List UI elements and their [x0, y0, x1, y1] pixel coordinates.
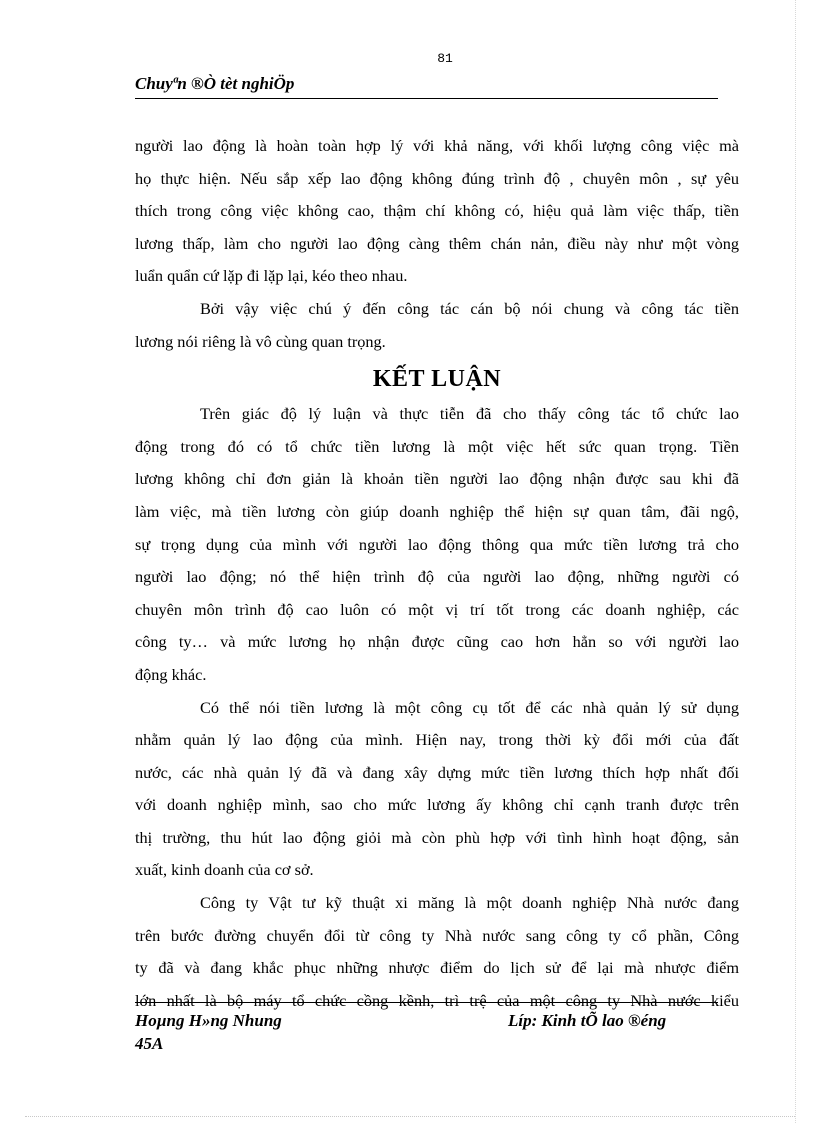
text-line: thị trường, thu hút lao động giỏi mà còn phù hợp với tình hình hoạt động, sản	[135, 827, 739, 847]
document-body	[135, 130, 739, 1017]
text-line: làm việc, mà tiền lương còn giúp doanh nghiệp thể hiện sự quan tâm, đãi ngộ,	[135, 501, 739, 521]
text-line: lương thấp, làm cho người lao động càng thêm chán nản, điều này như một vòng	[135, 233, 739, 253]
text-line: lớn nhất là bộ máy tổ chức cồng kềnh, trì trệ của một công ty Nhà nước kiểu	[135, 990, 739, 1010]
author-name: Hoµng H»ng Nhung	[135, 1011, 282, 1030]
text-line: thích trong công việc không cao, thậm chí không có, hiệu quả làm việc thấp, tiền	[135, 201, 739, 221]
paragraph-4	[135, 692, 739, 888]
footer-rule	[135, 1002, 718, 1003]
text-line: Công ty Vật tư kỹ thuật xi măng là một doanh nghiệp Nhà nước đang	[200, 893, 739, 913]
text-line: sự trọng dụng của mình với người lao động thông qua mức tiền lương trả cho	[135, 534, 739, 554]
text-line: lương nói riêng là vô cùng quan trọng.	[135, 331, 386, 351]
paragraph-5	[135, 887, 739, 1017]
text-line: nhằm quản lý lao động của mình. Hiện nay, trong thời kỳ đổi mới của đất	[135, 730, 739, 750]
text-line: Trên giác độ lý luận và thực tiễn đã cho thấy công tác tổ chức lao	[200, 404, 739, 424]
text-line: động khác.	[135, 664, 207, 684]
text-line: động trong đó có tổ chức tiền lương là một việc hết sức quan trọng. Tiền	[135, 436, 739, 456]
footer-author	[135, 1009, 282, 1055]
section-heading: KẾT LUẬN	[372, 366, 502, 393]
text-line: nước, các nhà quản lý đã và đang xây dựng mức tiền lương thích hợp nhất đối	[135, 762, 739, 782]
paragraph-3	[135, 398, 739, 691]
footer-class-label: Líp: Kinh tÕ lao ®éng	[508, 1011, 667, 1030]
text-line: Có thể nói tiền lương là một công cụ tốt để các nhà quản lý sử dụng	[200, 697, 739, 717]
text-line: chuyên môn trình độ cao luôn có một vị trí tốt trong các doanh nghiệp, các	[135, 599, 739, 619]
header-title: Chuyªn ®Ò tèt nghiÖp	[135, 74, 295, 93]
paragraph-1	[135, 130, 739, 293]
text-line: trên bước đường chuyển đổi từ công ty Nhà nước sang công ty cổ phần, Công	[135, 925, 739, 945]
header-rule	[135, 98, 718, 99]
text-line: ty đã và đang khắc phục những nhược điểm do lịch sử để lại mà nhược điểm	[135, 958, 739, 978]
text-line: với doanh nghiệp mình, sao cho mức lương ấy không chỉ cạnh tranh được trên	[135, 795, 739, 815]
text-line: người lao động; nó thể hiện trình độ của người lao động, những người có	[135, 567, 739, 587]
text-line: Bởi vậy việc chú ý đến công tác cán bộ nói chung và công tác tiền	[200, 298, 739, 318]
page-bottom-guide	[25, 1116, 795, 1117]
text-line: xuất, kinh doanh của cơ sở.	[135, 860, 314, 880]
author-class-code: 45A	[135, 1034, 164, 1053]
paragraph-2	[135, 293, 739, 358]
text-line: họ thực hiện. Nếu sắp xếp lao động không đúng trình độ , chuyên môn , sự yêu	[135, 168, 739, 188]
page-right-guide	[795, 0, 796, 1123]
text-line: người lao động là hoàn toàn hợp lý với khả năng, với khối lượng công việc mà	[135, 136, 739, 155]
text-line: lương không chỉ đơn giản là khoản tiền người lao động nhận được sau khi đã	[135, 469, 739, 489]
text-line: công ty… và mức lương họ nhận được cũng cao hơn hẳn so với người lao	[135, 632, 739, 652]
page-number: 81	[437, 51, 453, 66]
text-line: luẩn quẩn cứ lặp đi lặp lại, kéo theo nhau.	[135, 266, 408, 286]
